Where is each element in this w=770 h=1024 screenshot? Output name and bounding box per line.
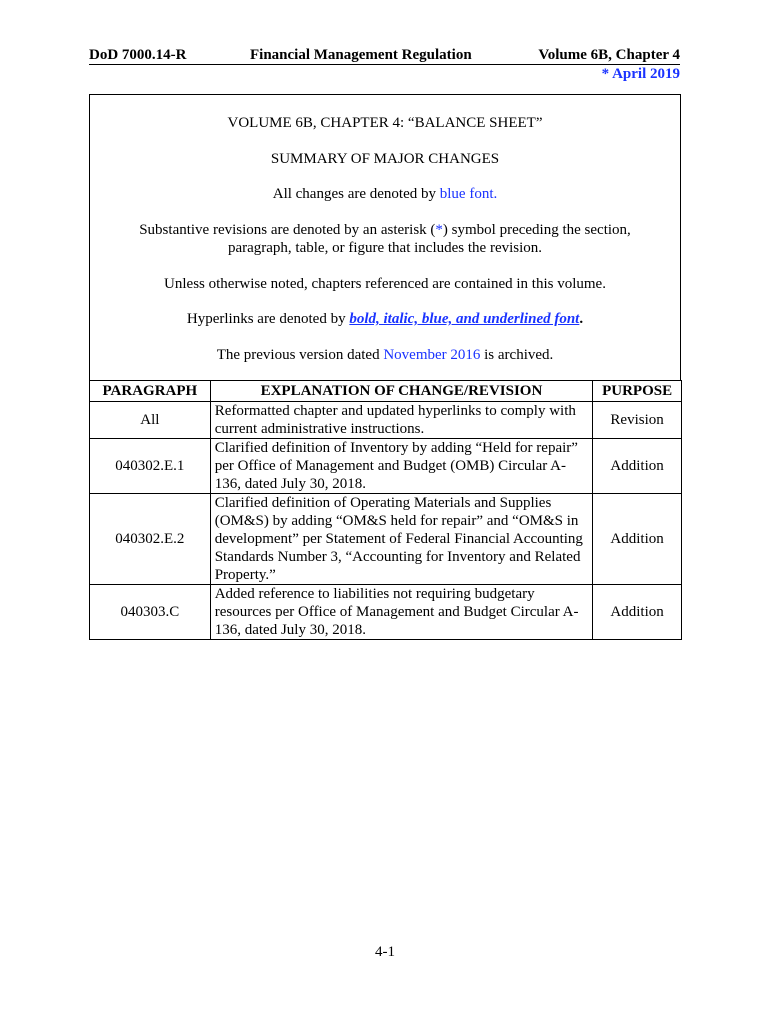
archived-version-date: November 2016 <box>383 347 481 363</box>
asterisk-note: Substantive revisions are denoted by an asterisk (*) symbol preceding the section, <box>139 222 631 238</box>
table-row <box>90 439 682 494</box>
asterisk-symbol: * <box>435 222 443 238</box>
purpose-cell: Addition <box>593 439 682 494</box>
summary-box <box>89 94 681 380</box>
hyperlink-note: Hyperlinks are denoted by bold, italic, blue, and underlined font. <box>186 311 584 327</box>
explanation-cell: Clarified definition of Inventory by adding “Held for repair” per Office of Management and Budget (OMB) Circular A-136, dated July 30, 2018. <box>210 439 592 494</box>
chapter-reference-note: Unless otherwise noted, chapters referenced are contained in this volume. <box>164 276 606 292</box>
column-header-explanation: EXPLANATION OF CHANGE/REVISION <box>210 381 592 402</box>
page-number: 4-1 <box>375 944 395 960</box>
paragraph-cell: 040303.C <box>90 585 211 640</box>
purpose-cell: Addition <box>593 585 682 640</box>
purpose-cell: Addition <box>593 494 682 585</box>
paragraph-cell: 040302.E.2 <box>90 494 211 585</box>
table-row <box>90 402 682 439</box>
blue-font-sample: blue font. <box>439 186 498 202</box>
explanation-cell: Clarified definition of Operating Materials and Supplies (OM&S) by adding “OM&S held for repair” and “OM&S in development” per Statement of Federal Financial Accounting Standards Number 3, “Accounting for Inventory and Related Property.” <box>210 494 592 585</box>
table-header-row <box>90 381 682 402</box>
explanation-cell: Added reference to liabilities not requiring budgetary resources per Office of Management and Budget Circular A-136, dated July 30, 2018. <box>210 585 592 640</box>
explanation-cell: Reformatted chapter and updated hyperlinks to comply with current administrative instructions. <box>210 402 592 439</box>
column-header-purpose: PURPOSE <box>593 381 682 402</box>
table-row <box>90 494 682 585</box>
summary-subheading: SUMMARY OF MAJOR CHANGES <box>270 151 500 167</box>
hyperlink-style-sample: bold, italic, blue, and underlined font <box>349 311 580 327</box>
volume-chapter: Volume 6B, Chapter 4 <box>538 47 680 63</box>
header-rule <box>89 64 680 65</box>
document-title: Financial Management Regulation <box>250 47 472 63</box>
paragraph-cell: 040302.E.1 <box>90 439 211 494</box>
changes-table <box>89 380 682 640</box>
column-header-paragraph: PARAGRAPH <box>90 381 211 402</box>
blue-font-note: All changes are denoted by blue font. <box>272 186 498 202</box>
document-id: DoD 7000.14-R <box>89 47 187 63</box>
paragraph-cell: All <box>90 402 211 439</box>
asterisk-note-continued: paragraph, table, or figure that includes the revision. <box>227 240 543 256</box>
table-row <box>90 585 682 640</box>
revision-date: * April 2019 <box>601 66 680 82</box>
archive-note: The previous version dated November 2016 is archived. <box>216 347 554 363</box>
purpose-cell: Revision <box>593 402 682 439</box>
chapter-heading: VOLUME 6B, CHAPTER 4: “BALANCE SHEET” <box>227 115 543 131</box>
